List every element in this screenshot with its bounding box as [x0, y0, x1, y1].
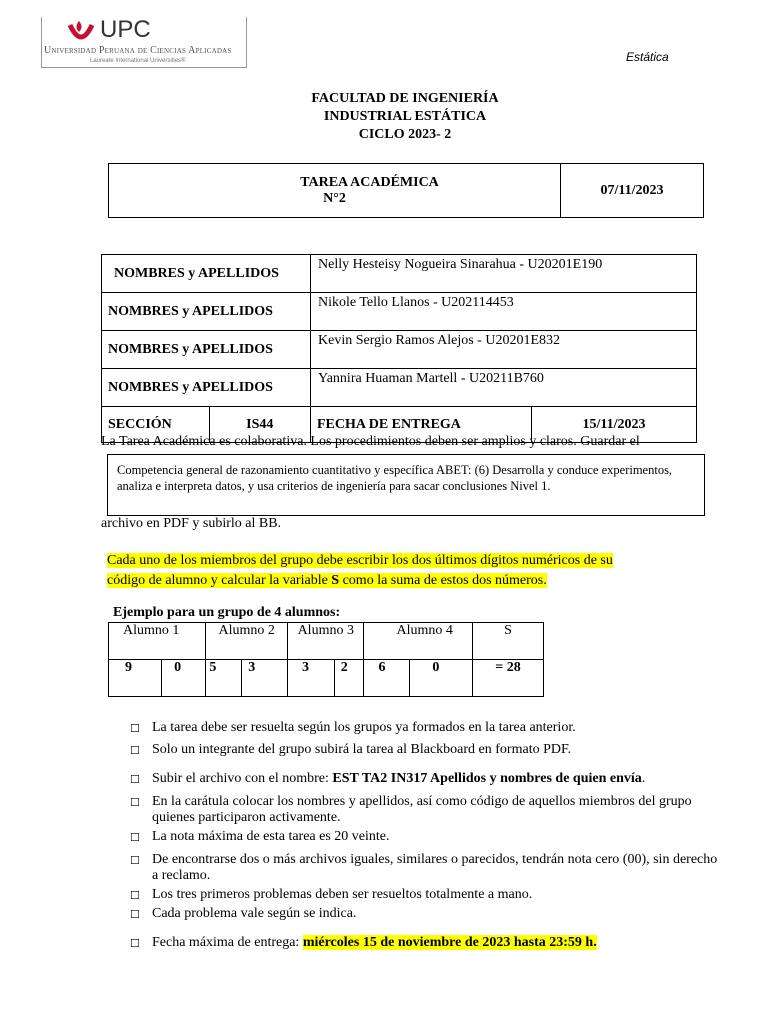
member-label: NOMBRES y APELLIDOS [102, 331, 311, 369]
laureate-text: Laureate International Universities® [90, 58, 186, 64]
rule-upload-end: . [641, 771, 646, 786]
instruction-text [107, 551, 707, 591]
members-table [101, 254, 697, 443]
table-row [109, 660, 544, 697]
digit-cell: 0 [410, 660, 473, 697]
digit-cell: 2 [334, 660, 364, 697]
digit-cell: 6 [364, 660, 410, 697]
table-row [102, 369, 697, 407]
section-value: IS44 [209, 407, 310, 443]
course-tag: Estática [626, 50, 669, 64]
instruction-variable: S [331, 573, 340, 588]
rule-upload-text: Subir el archivo con el nombre: [152, 771, 333, 786]
digit-cell: 3 [242, 660, 288, 697]
list-item [130, 852, 730, 884]
rule-text: La nota máxima de esta tarea es 20 veinte. [152, 829, 390, 844]
university-name: Universidad Peruana de Ciencias Aplicadas [44, 45, 232, 56]
list-item [130, 906, 730, 922]
list-item [130, 935, 730, 951]
checkbox-icon: ☐ [130, 722, 140, 735]
checkbox-icon: ☐ [130, 854, 140, 867]
checkbox-icon: ☐ [130, 831, 140, 844]
instruction-line-2-end: como la suma de estos dos números. [339, 573, 547, 588]
digit-cell: 0 [162, 660, 206, 697]
member-value: Kevin Sergio Ramos Alejos - U20201E832 [311, 331, 697, 369]
member-value: Nikole Tello Llanos - U202114453 [311, 293, 697, 331]
checkbox-icon: ☐ [130, 796, 140, 809]
title-line-1: FACULTAD DE INGENIERÍA [311, 91, 499, 106]
rule-text: La tarea debe ser resuelta según los grupos ya formados en la tarea anterior. [152, 720, 576, 735]
checkbox-icon: ☐ [130, 908, 140, 921]
deadline-date: miércoles 15 de noviembre de 2023 hasta 23:59 h [302, 935, 594, 950]
list-item [130, 794, 730, 826]
member-value: Nelly Hesteisy Nogueira Sinarahua - U20201E190 [311, 255, 697, 293]
digit-cell: 5 [206, 660, 242, 697]
logo-text: UPC [100, 16, 151, 43]
ejemplo-table [108, 622, 544, 697]
list-item [130, 829, 730, 845]
rule-text: Solo un integrante del grupo subirá la tarea al Blackboard en formato PDF. [152, 742, 572, 757]
digit-cell: 9 [109, 660, 162, 697]
header-alumno-2: Alumno 2 [206, 623, 288, 660]
rule-text: Cada problema vale según se indica. [152, 906, 357, 921]
list-item [130, 887, 730, 903]
sum-cell: = 28 [473, 660, 544, 697]
tarea-cell [109, 164, 561, 218]
rule-text: En la carátula colocar los nombres y apellidos, así como código de aquellos miembros del grupo quienes participaron activamente. [152, 794, 692, 825]
checkbox-icon: ☐ [130, 773, 140, 786]
rule-text: Los tres primeros problemas deben ser resueltos totalmente a mano. [152, 887, 533, 902]
checkbox-icon: ☐ [130, 744, 140, 757]
header-alumno-1: Alumno 1 [109, 623, 206, 660]
member-value: Yannira Huaman Martell - U20211B760 [311, 369, 697, 407]
checkbox-icon: ☐ [130, 889, 140, 902]
intro-text: La Tarea Académica es colaborativa. Los procedimientos deben ser amplios y claros. Guardar el [101, 434, 640, 449]
header-alumno-3: Alumno 3 [288, 623, 364, 660]
delivery-label: FECHA DE ENTREGA [311, 407, 532, 443]
list-item [130, 742, 730, 758]
list-item [130, 720, 730, 736]
table-row [102, 331, 697, 369]
rule-upload-filename: EST TA2 IN317 Apellidos y nombres de quien envía [332, 771, 642, 786]
digit-cell: 3 [288, 660, 335, 697]
tarea-date: 07/11/2023 [561, 164, 704, 218]
ejemplo-title: Ejemplo para un grupo de 4 alumnos: [113, 605, 341, 620]
instruction-line-1: Cada uno de los miembros del grupo debe escribir los dos últimos dígitos numéricos de su [107, 553, 613, 568]
table-row [102, 293, 697, 331]
list-item [130, 771, 730, 787]
checkbox-icon: ☐ [130, 937, 140, 950]
deadline-text: Fecha máxima de entrega: [152, 935, 303, 950]
instruction-line-2: código de alumno y calcular la variable [107, 573, 332, 588]
competencia-text: Competencia general de razonamiento cuantitativo y específica ABET: (6) Desarrolla y conduce experimentos, analiza e interpreta datos, y usa criterios de ingeniería para sacar conclusiones Nivel 1. [117, 463, 673, 493]
delivery-value: 15/11/2023 [532, 407, 697, 443]
header-alumno-4: Alumno 4 [364, 623, 473, 660]
section-label: SECCIÓN [102, 407, 210, 443]
tarea-label: TAREA ACADÉMICA [300, 174, 439, 190]
member-label: NOMBRES y APELLIDOS [102, 255, 311, 293]
rule-text: De encontrarse dos o más archivos iguales, similares o parecidos, tendrán nota cero (00), sin derecho a reclamo. [152, 852, 718, 883]
upc-logo-icon [66, 19, 96, 43]
title-line-2: INDUSTRIAL ESTÁTICA [323, 109, 487, 124]
table-row [102, 255, 697, 293]
tarea-number: N°2 [323, 190, 346, 206]
tarea-table [108, 163, 704, 218]
header-s: S [473, 623, 544, 660]
deadline-end: . [593, 935, 597, 950]
title-line-3: CICLO 2023- 2 [358, 127, 452, 142]
table-row [109, 623, 544, 660]
member-label: NOMBRES y APELLIDOS [102, 369, 311, 407]
intro-continued: archivo en PDF y subirlo al BB. [101, 516, 282, 531]
member-label: NOMBRES y APELLIDOS [102, 293, 311, 331]
